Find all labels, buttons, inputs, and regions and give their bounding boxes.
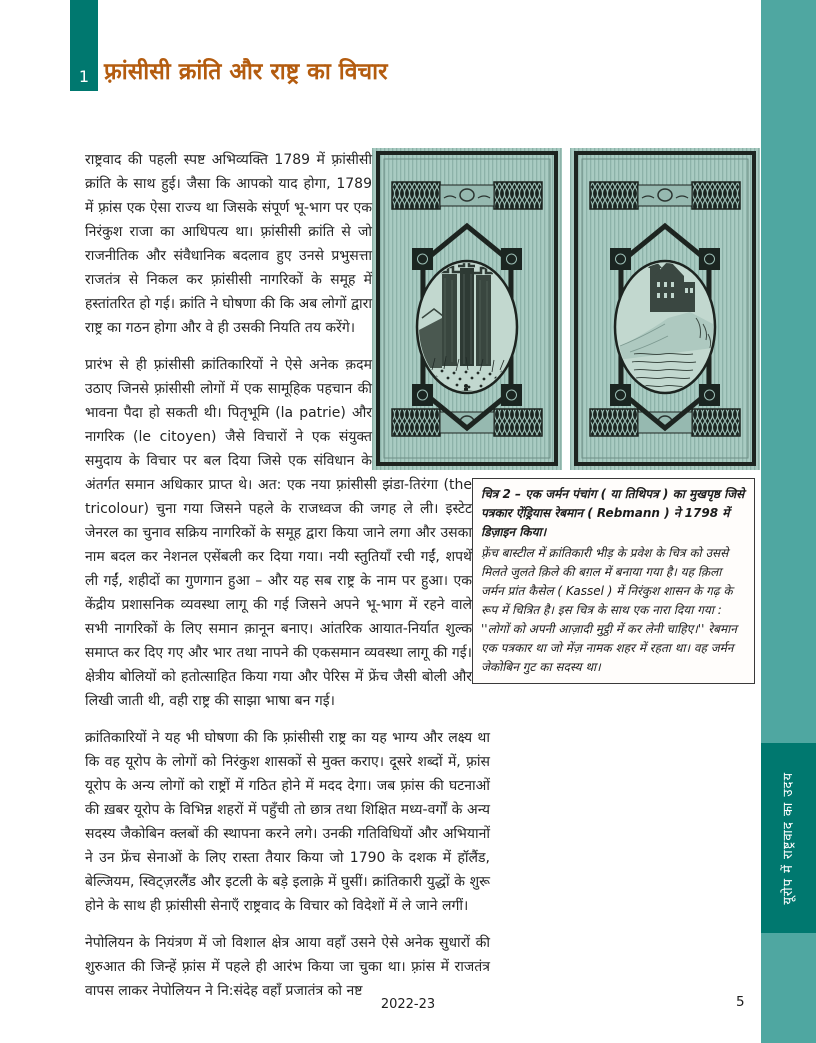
page-title: फ़्रांसीसी क्रांति और राष्ट्र का विचार <box>104 59 388 85</box>
paragraph-nationalism-1789: राष्ट्रवाद की पहली स्पष्ट अभिव्यक्ति 1789 में फ़्रांसीसी क्रांति के साथ हुई। जैसा कि आपको याद होगा, 1789 में फ़्रांस एक ऐसा राज्य था जिसके संपूर्ण भू-भाग पर एक निरंकुश राजा का आधिपत्य था। फ़्रांसीसी क्रांति से जो राजनीतिक और संवैधानिक बदलाव हुए उनसे प्रभुसत्ता राजतंत्र से निकल कर फ़्रांसीसी नागरिकों के समूह में हस्तांतरित हो गई। क्रांति ने घोषणा की कि अब लोगों द्वारा राष्ट्र का गठन होगा और वे ही उसकी नियति तय करेंगे। <box>85 152 372 336</box>
book-title-vertical-text: यूरोप में राष्ट्रवाद का उदय <box>780 771 796 905</box>
figure-caption-title: चित्र 2 – एक जर्मन पंचांग ( या तिथिपत्र ) का मुखपृष्ठ जिसे पत्रकार ऐंड्रियास रेबमान ( Rebmann ) ने 1798 में डिज़ाइन किया। <box>481 487 745 539</box>
paragraph-liberation-mission: क्रांतिकारियों ने यह भी घोषणा की कि फ़्रांसीसी राष्ट्र का यह भाग्य और लक्ष्य था कि वह यूरोप के लोगों को निरंकुश शासकों से मुक्त कराए। दूसरे शब्दों में, फ़्रांस यूरोप के अन्य लोगों को राष्ट्रों में गठित होने में मदद देगा। जब फ़्रांस की घटनाओं की ख़बर यूरोप के विभिन्न शहरों में पहुँची तो छात्र तथा शिक्षित मध्य-वर्गों के अन्य सदस्य जैकोबिन क्लबों की स्थापना करने लगे। उनकी गतिविधियों और अभियानों ने उन फ्रेंच सेनाओं के लिए रास्ता तैयार किया जो 1790 के दशक में हॉलैंड, बेल्जियम, स्विट्ज़रलैंड और इटली के बड़े इलाक़े में घुसीं। क्रांतिकारी युद्धों के शुरू होने के साथ ही फ़्रांसीसी सेनाएँ राष्ट्रवाद के विचार को विदेशों में ले जाने लगीं। <box>85 730 490 914</box>
castle-cover-engraving-icon <box>570 148 760 470</box>
page-number: 5 <box>736 994 745 1010</box>
edition-year: 2022-23 <box>380 997 436 1012</box>
chapter-number: 1 <box>78 67 90 86</box>
right-edge-band <box>761 0 816 1043</box>
paragraph-napoleon-reforms: नेपोलियन के नियंत्रण में जो विशाल क्षेत्र आया वहाँ उसने ऐसे अनेक सुधारों की शुरुआत की जिन्हें फ़्रांस में पहले ही आरंभ किया जा चुका था। फ़्रांस में राजतंत्र वापस लाकर नेपोलियन ने नि:संदेह वहाँ प्रजातंत्र को नष्ट <box>85 935 490 999</box>
figure-caption-text: फ़्रेंच बास्टील में क्रांतिकारी भीड़ के प्रवेश के चित्र को उससे मिलते जुलते क़िले की बग़ल में बनाया गया है। यह क़िला जर्मन प्रांत कैसेल ( Kassel ) में निरंकुश शासन के गढ़ के रूप में चित्रित है। इस चित्र के साथ एक नारा दिया गया : ''लोगों को अपनी आज़ादी मुट्ठी में कर लेनी चाहिए।'' रेबमान एक पत्रकार था जो मेंज़ नामक शहर में रहता था। वह जर्मन जेकोबिन गुट का सदस्य था। <box>481 546 737 674</box>
figure-almanac-covers <box>372 148 760 470</box>
chapter-number-tab <box>70 0 98 91</box>
book-title-tab <box>761 743 816 933</box>
paragraph-collective-identity: प्रारंभ से ही फ़्रांसीसी क्रांतिकारियों ने ऐसे अनेक क़दम उठाए जिनसे फ़्रांसीसी लोगों में एक सामूहिक पहचान की भावना पैदा हो सकती थी। पितृभूमि (la patrie) और नागरिक (le citoyen) जैसे विचारों ने एक संयुक्त समुदाय के विचार पर बल दिया जिसे एक संविधान के अंतर्गत समान अधिकार प्राप्त थे। अत: एक नया फ़्रांसीसी झंडा-तिरंगा (the tricolour) चुना गया जिसने पहले के राजध्वज की जगह ले ली। इस्टेट जेनरल का चुनाव सक्रिय नागरिकों के समूह द्वारा किया जाने लगा और उसका नाम बदल कर नेशनल एसेंबली कर दिया गया। नयी स्तुतियाँ रची गईं, शपथें ली गईं, शहीदों का गुणगान हुआ – और यह सब राष्ट्र के नाम पर हुआ। एक केंद्रीय प्रशासनिक व्यवस्था लागू की गई जिसने अपने भू-भाग में रहने वाले सभी नागरिकों के लिए समान क़ानून बनाए। आंतरिक आयात-निर्यात शुल्क समाप्त कर दिए गए और भार तथा नापने की एकसमान व्यवस्था लागू की गई। क्षेत्रीय बोलियों को हतोत्साहित किया गया और पेरिस में फ्रेंच जैसी बोली और लिखी जाती थी, वही राष्ट्र की साझा भाषा बन गई। <box>85 357 472 709</box>
bastille-cover-engraving-icon <box>372 148 562 470</box>
main-text-column <box>85 148 760 1016</box>
figure-caption-box <box>472 478 760 684</box>
